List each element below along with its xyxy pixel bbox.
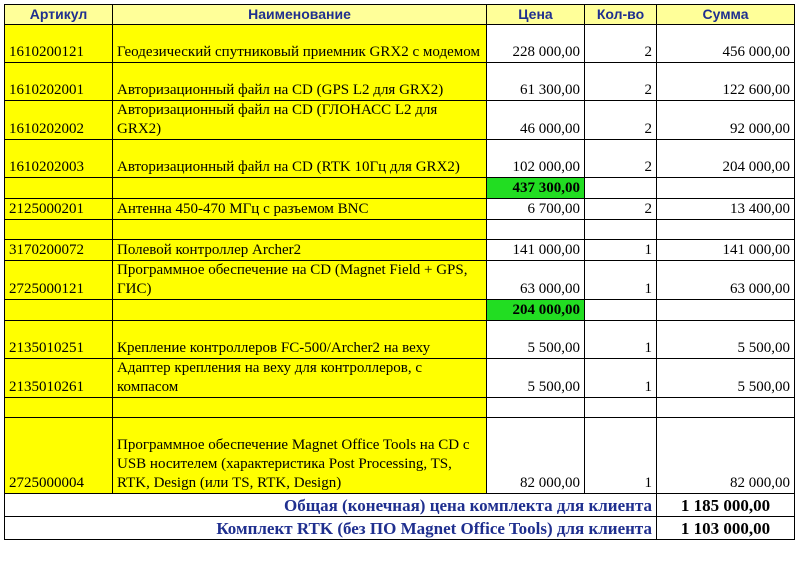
- price-cell: 102 000,00: [487, 140, 585, 178]
- subtotal-value: 204 000,00: [487, 300, 585, 321]
- empty-cell: [113, 178, 487, 199]
- name-cell: Программное обеспечение на CD (Magnet Field + GPS, ГИС): [113, 261, 487, 300]
- qty-cell: 2: [585, 101, 657, 140]
- empty-cell: [113, 220, 487, 240]
- table-row: [5, 101, 795, 140]
- total-row: [5, 494, 795, 517]
- price-cell: 61 300,00: [487, 63, 585, 101]
- total-value: 1 103 000,00: [657, 517, 795, 540]
- empty-cell: [113, 300, 487, 321]
- name-cell: Антенна 450-470 МГц с разъемом BNC: [113, 199, 487, 220]
- empty-cell: [657, 178, 795, 199]
- sum-cell: 13 400,00: [657, 199, 795, 220]
- spacer-row: [5, 398, 795, 418]
- empty-cell: [657, 220, 795, 240]
- table-row: [5, 240, 795, 261]
- empty-cell: [487, 220, 585, 240]
- qty-cell: 2: [585, 63, 657, 101]
- header-qty: Кол-во: [585, 5, 657, 25]
- price-cell: 6 700,00: [487, 199, 585, 220]
- price-cell: 82 000,00: [487, 418, 585, 494]
- name-cell: Авторизационный файл на CD (GPS L2 для GRX2): [113, 63, 487, 101]
- article-cell: 1610202002: [5, 101, 113, 140]
- name-cell: Крепление контроллеров FC-500/Archer2 на веху: [113, 321, 487, 359]
- table-row: [5, 25, 795, 63]
- price-cell: 228 000,00: [487, 25, 585, 63]
- article-cell: 2725000004: [5, 418, 113, 494]
- header-price: Цена: [487, 5, 585, 25]
- empty-cell: [5, 178, 113, 199]
- header-article: Артикул: [5, 5, 113, 25]
- article-cell: 2125000201: [5, 199, 113, 220]
- empty-cell: [585, 220, 657, 240]
- name-cell: Программное обеспечение Magnet Office Tools на CD с USB носителем (характеристика Post Processing, TS, RTK, Design (или TS, RTK, Design): [113, 418, 487, 494]
- price-cell: 5 500,00: [487, 321, 585, 359]
- article-cell: 2725000121: [5, 261, 113, 300]
- price-cell: 5 500,00: [487, 359, 585, 398]
- sum-cell: 5 500,00: [657, 321, 795, 359]
- subtotal-value: 437 300,00: [487, 178, 585, 199]
- table-row: [5, 321, 795, 359]
- sum-cell: 122 600,00: [657, 63, 795, 101]
- qty-cell: 1: [585, 418, 657, 494]
- name-cell: Геодезический спутниковый приемник GRX2 с модемом: [113, 25, 487, 63]
- sum-cell: 92 000,00: [657, 101, 795, 140]
- empty-cell: [585, 178, 657, 199]
- total-label: Комплект RTK (без ПО Magnet Office Tools) для клиента: [5, 517, 657, 540]
- name-cell: Авторизационный файл на CD (RTK 10Гц для GRX2): [113, 140, 487, 178]
- article-cell: 1610200121: [5, 25, 113, 63]
- qty-cell: 1: [585, 359, 657, 398]
- total-value: 1 185 000,00: [657, 494, 795, 517]
- total-label: Общая (конечная) цена комплекта для клиента: [5, 494, 657, 517]
- empty-cell: [5, 220, 113, 240]
- empty-cell: [113, 398, 487, 418]
- price-cell: 46 000,00: [487, 101, 585, 140]
- header-name: Наименование: [113, 5, 487, 25]
- table-row: [5, 359, 795, 398]
- name-cell: Адаптер крепления на веху для контроллеров, с компасом: [113, 359, 487, 398]
- table-row: [5, 261, 795, 300]
- table-row: [5, 140, 795, 178]
- qty-cell: 1: [585, 321, 657, 359]
- sum-cell: 82 000,00: [657, 418, 795, 494]
- name-cell: Авторизационный файл на CD (ГЛОНАСС L2 для GRX2): [113, 101, 487, 140]
- article-cell: 3170200072: [5, 240, 113, 261]
- empty-cell: [657, 300, 795, 321]
- sum-cell: 63 000,00: [657, 261, 795, 300]
- empty-cell: [657, 398, 795, 418]
- empty-cell: [487, 398, 585, 418]
- qty-cell: 2: [585, 25, 657, 63]
- table-row: [5, 418, 795, 494]
- spacer-row: [5, 220, 795, 240]
- total-row: [5, 517, 795, 540]
- article-cell: 1610202003: [5, 140, 113, 178]
- article-cell: 1610202001: [5, 63, 113, 101]
- sum-cell: 204 000,00: [657, 140, 795, 178]
- empty-cell: [5, 398, 113, 418]
- table-row: [5, 63, 795, 101]
- sum-cell: 5 500,00: [657, 359, 795, 398]
- price-table: [4, 4, 795, 540]
- price-cell: 141 000,00: [487, 240, 585, 261]
- qty-cell: 2: [585, 199, 657, 220]
- subtotal-row: [5, 178, 795, 199]
- empty-cell: [5, 300, 113, 321]
- sum-cell: 141 000,00: [657, 240, 795, 261]
- qty-cell: 1: [585, 240, 657, 261]
- name-cell: Полевой контроллер Archer2: [113, 240, 487, 261]
- price-cell: 63 000,00: [487, 261, 585, 300]
- table-row: [5, 199, 795, 220]
- subtotal-row: [5, 300, 795, 321]
- header-row: [5, 5, 795, 25]
- sum-cell: 456 000,00: [657, 25, 795, 63]
- article-cell: 2135010261: [5, 359, 113, 398]
- empty-cell: [585, 300, 657, 321]
- empty-cell: [585, 398, 657, 418]
- article-cell: 2135010251: [5, 321, 113, 359]
- qty-cell: 1: [585, 261, 657, 300]
- qty-cell: 2: [585, 140, 657, 178]
- header-sum: Сумма: [657, 5, 795, 25]
